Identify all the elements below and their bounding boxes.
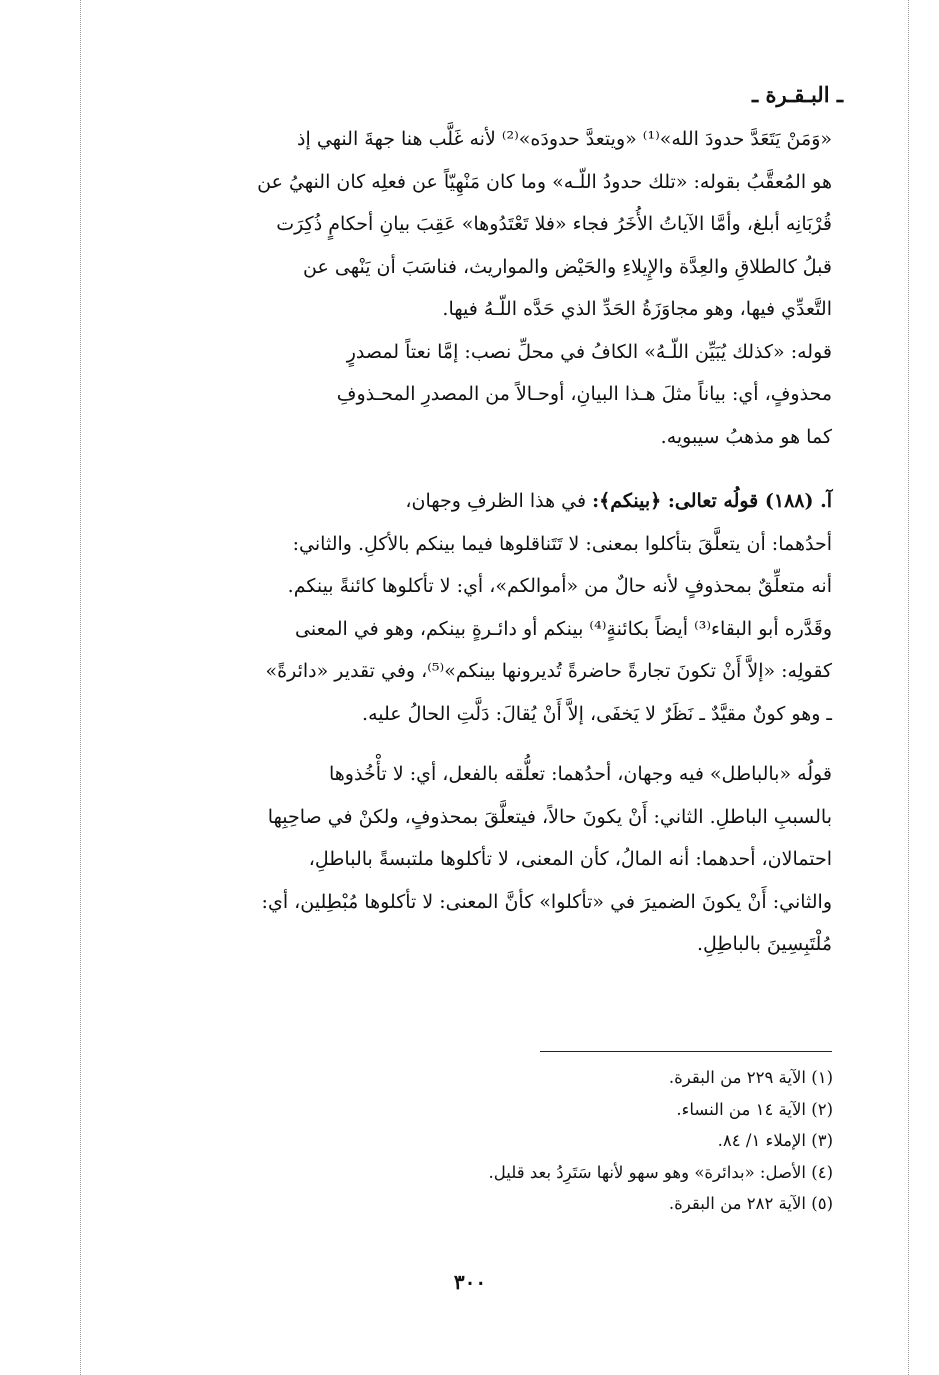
footnote-5: (٥) الآية ٢٨٢ من البقرة. <box>668 1194 833 1213</box>
footnote-2: (٢) الآية ١٤ من النساء. <box>676 1099 833 1119</box>
footnote-4: (٤) الأصل: «بدائرة» وهو سهو لأنها سَتَرِدُ بعد قليل. <box>488 1162 833 1182</box>
running-title: ـ البـقـرة ـ <box>751 82 843 107</box>
verse-heading: آ. (١٨٨) قولُه تعالى: ﴿بينكم﴾: <box>592 490 832 512</box>
footnote-3: (٣) الإملاء ١/ ٨٤. <box>717 1131 833 1150</box>
scan-edge-line-right <box>908 0 909 1375</box>
paragraph-2: قوله: «كذلك يُبَيِّن اللّـهُ» الكافُ في محلِّ نصب: إمَّا نعتاً لمصدرٍ محذوفٍ، أي: بياناً مثلَ هـذا البيانِ، أوحـالاً من المصدرِ المحـذوفِ كما هو مذهبُ سيبويه. <box>336 340 832 448</box>
footnote-separator <box>540 1051 832 1052</box>
footnote-1: (١) الآية ٢٢٩ من البقرة. <box>668 1068 833 1087</box>
paragraph-3-text: في هذا الظرفِ وجهان، أحدُهما: أن يتعلَّقَ بتأكلوا بمعنى: لا تَتَناقلوها فيما بينكم بالأكلِ. والثاني: أنه متعلِّقٌ بمحذوفٍ لأنه حالٌ من «أموالكم»، أي: لا تأكلوها كائنةً بينكم. وقَدَّره أبو البقاء⁽³⁾ أيضاً بكائنةٍ⁽⁴⁾ بينكم أو دائـرةٍ بينكم، وهو في المعنى كقولِه: «إلاَّ أَنْ تكونَ تجارةً حاضرةً تُديرونها بينكم»⁽⁵⁾، وفي تقدير «دائرةً» ـ وهو كونٌ مقيَّدٌ ـ نَظَرٌ لا يَخفَى، إلاَّ أَنْ يُقالَ: دَلَّتِ الحالُ عليه. <box>265 490 832 725</box>
page-number: ٣٠٠ <box>453 1270 487 1294</box>
scan-edge-line-left <box>80 0 81 1375</box>
main-text <box>104 118 832 966</box>
footnotes-list <box>273 1062 833 1220</box>
paragraph-4: قولُه «بالباطل» فيه وجهان، أحدُهما: تعلُّقه بالفعل، أي: لا تأْخُذوها بالسببِ الباطلِ. الثاني: أَنْ يكونَ حالاً، فيتعلَّقَ بمحذوفٍ، ولكنْ في صاحِبِها احتمالان، أحدهما: أنه المالُ، كأن المعنى، لا تأكلوها ملتبسةً بالباطلِ، والثاني: أَنْ يكونَ الضميرَ في «تأكلوا» كأنَّ المعنى: لا تأكلوها مُبْطِلين، أي: مُلْتَبِسِينَ بالباطِلِ. <box>261 763 832 955</box>
paragraph-1: «وَمَنْ يَتَعَدَّ حدودَ الله»⁽¹⁾ «ويتعدَّ حدودَه»⁽²⁾ لأنه غَلَّب هنا جهةَ النهي إذ هو المُعقَّبُ بقوله: «تلك حدودُ اللّـه» وما كان مَنْهِيّاً عن فعلِه كان النهيُ عن قُرْبَانِه أبلغ، وأمَّا الآياتُ الأُخَرُ فجاء «فلا تَعْتَدُوها» عَقِبَ بيانِ أحكامٍ ذُكِرَت قبلُ كالطلاقِ والعِدَّة والإِيلاءِ والحَيْض والمواريث، فناسَبَ أن يَنْهى عن التَّعدِّي فيها، وهو مجاوَزَةُ الحَدِّ الذي حَدَّه اللّـهُ فيها. <box>257 128 832 320</box>
paragraph-3 <box>104 480 832 735</box>
